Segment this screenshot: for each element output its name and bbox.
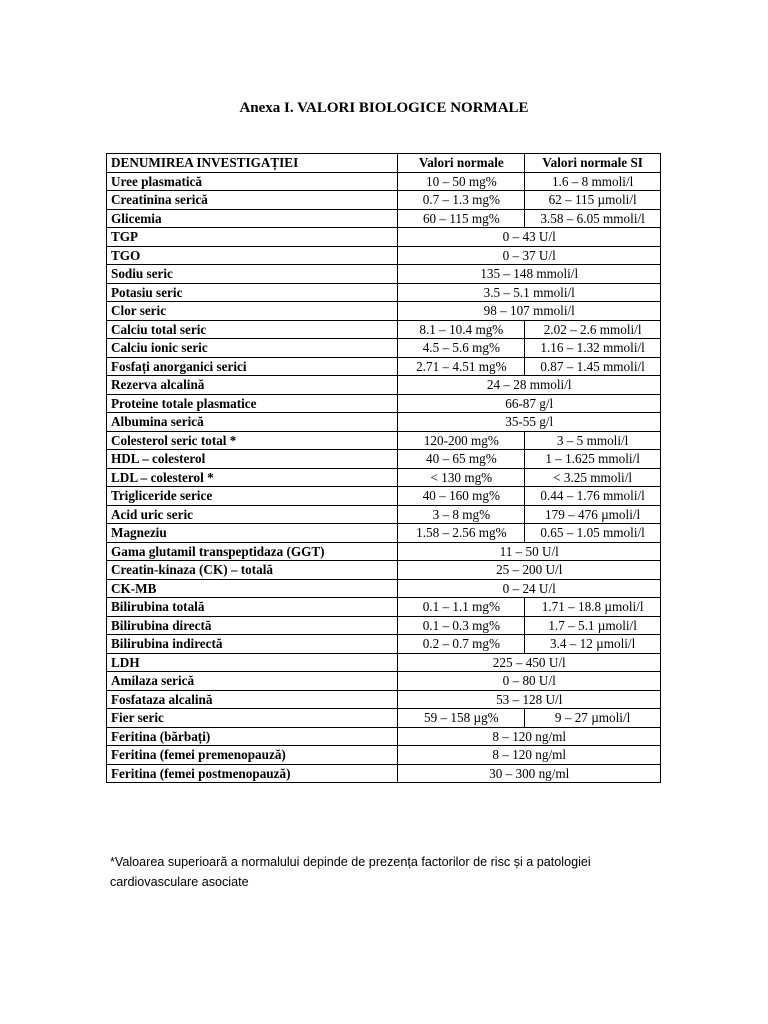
normal-value: 10 – 50 mg% [398, 172, 525, 191]
merged-value: 3.5 – 5.1 mmoli/l [398, 283, 661, 302]
investigation-name: LDL – colesterol * [107, 468, 398, 487]
table-row [107, 505, 661, 524]
investigation-name: Calciu total seric [107, 320, 398, 339]
table-row [107, 468, 661, 487]
normal-value: 2.71 – 4.51 mg% [398, 357, 525, 376]
normal-value: 0.1 – 0.3 mg% [398, 616, 525, 635]
investigation-name: Colesterol seric total * [107, 431, 398, 450]
normal-value: 3 – 8 mg% [398, 505, 525, 524]
normal-value: 60 – 115 mg% [398, 209, 525, 228]
table-row [107, 709, 661, 728]
footnote: *Valoarea superioară a normalului depinde de prezența factorilor de risc și a patologiei cardiovasculare asociate [110, 855, 591, 889]
investigation-name: Glicemia [107, 209, 398, 228]
si-value: 3 – 5 mmoli/l [525, 431, 661, 450]
merged-value: 11 – 50 U/l [398, 542, 661, 561]
table-row [107, 339, 661, 358]
investigation-name: TGP [107, 228, 398, 247]
si-value: 3.58 – 6.05 mmoli/l [525, 209, 661, 228]
header-si-values: Valori normale SI [525, 154, 661, 173]
table-row [107, 598, 661, 617]
investigation-name: Bilirubina directă [107, 616, 398, 635]
merged-value: 98 – 107 mmoli/l [398, 302, 661, 321]
table-row [107, 635, 661, 654]
table-row [107, 764, 661, 783]
investigation-name: TGO [107, 246, 398, 265]
normal-value: 120-200 mg% [398, 431, 525, 450]
merged-value: 25 – 200 U/l [398, 561, 661, 580]
table-row [107, 283, 661, 302]
si-value: 9 – 27 µmoli/l [525, 709, 661, 728]
header-normal-values: Valori normale [398, 154, 525, 173]
table-header-row [107, 154, 661, 173]
merged-value: 53 – 128 U/l [398, 690, 661, 709]
investigation-name: Feritina (bărbați) [107, 727, 398, 746]
investigation-name: Albumina serică [107, 413, 398, 432]
normal-value: < 130 mg% [398, 468, 525, 487]
normal-value: 1.58 – 2.56 mg% [398, 524, 525, 543]
table-row [107, 246, 661, 265]
investigation-name: Fier seric [107, 709, 398, 728]
table-row [107, 450, 661, 469]
investigation-name: Bilirubina indirectă [107, 635, 398, 654]
normal-value: 40 – 160 mg% [398, 487, 525, 506]
merged-value: 8 – 120 ng/ml [398, 746, 661, 765]
investigation-name: Trigliceride serice [107, 487, 398, 506]
table-row [107, 561, 661, 580]
normal-value: 4.5 – 5.6 mg% [398, 339, 525, 358]
si-value: 0.87 – 1.45 mmoli/l [525, 357, 661, 376]
merged-value: 0 – 80 U/l [398, 672, 661, 691]
investigation-name: Uree plasmatică [107, 172, 398, 191]
table-row [107, 616, 661, 635]
normal-value: 0.7 – 1.3 mg% [398, 191, 525, 210]
table-row [107, 653, 661, 672]
investigation-name: Fosfați anorganici serici [107, 357, 398, 376]
normal-value: 40 – 65 mg% [398, 450, 525, 469]
si-value: 1.16 – 1.32 mmoli/l [525, 339, 661, 358]
investigation-name: Rezerva alcalină [107, 376, 398, 395]
table-row [107, 228, 661, 247]
investigation-name: Feritina (femei premenopauză) [107, 746, 398, 765]
investigation-name: Clor seric [107, 302, 398, 321]
merged-value: 66-87 g/l [398, 394, 661, 413]
si-value: 0.44 – 1.76 mmoli/l [525, 487, 661, 506]
si-value: 3.4 – 12 µmoli/l [525, 635, 661, 654]
si-value: 1.6 – 8 mmoli/l [525, 172, 661, 191]
investigation-name: Proteine totale plasmatice [107, 394, 398, 413]
investigation-name: Sodiu seric [107, 265, 398, 284]
investigation-name: Calciu ionic seric [107, 339, 398, 358]
table-row [107, 320, 661, 339]
table-row [107, 357, 661, 376]
merged-value: 24 – 28 mmoli/l [398, 376, 661, 395]
merged-value: 8 – 120 ng/ml [398, 727, 661, 746]
investigation-name: Bilirubina totală [107, 598, 398, 617]
si-value: < 3.25 mmoli/l [525, 468, 661, 487]
investigation-name: Gama glutamil transpeptidaza (GGT) [107, 542, 398, 561]
merged-value: 0 – 37 U/l [398, 246, 661, 265]
investigation-name: Feritina (femei postmenopauză) [107, 764, 398, 783]
merged-value: 35-55 g/l [398, 413, 661, 432]
table-row [107, 690, 661, 709]
table-row [107, 191, 661, 210]
investigation-name: CK-MB [107, 579, 398, 598]
table-row [107, 394, 661, 413]
table-row [107, 431, 661, 450]
page-title: Anexa I. VALORI BIOLOGICE NORMALE [239, 100, 529, 116]
table-row [107, 172, 661, 191]
investigation-name: Fosfataza alcalină [107, 690, 398, 709]
si-value: 0.65 – 1.05 mmoli/l [525, 524, 661, 543]
table-row [107, 209, 661, 228]
normal-values-table [106, 153, 661, 783]
investigation-name: Creatinina serică [107, 191, 398, 210]
table-row [107, 579, 661, 598]
table-row [107, 265, 661, 284]
normal-value: 59 – 158 µg% [398, 709, 525, 728]
investigation-name: Amilaza serică [107, 672, 398, 691]
normal-value: 8.1 – 10.4 mg% [398, 320, 525, 339]
investigation-name: HDL – colesterol [107, 450, 398, 469]
normal-value: 0.1 – 1.1 mg% [398, 598, 525, 617]
si-value: 62 – 115 µmoli/l [525, 191, 661, 210]
investigation-name: Acid uric seric [107, 505, 398, 524]
si-value: 1.71 – 18.8 µmoli/l [525, 598, 661, 617]
merged-value: 135 – 148 mmoli/l [398, 265, 661, 284]
table-row [107, 727, 661, 746]
table-row [107, 413, 661, 432]
merged-value: 0 – 43 U/l [398, 228, 661, 247]
table-row [107, 746, 661, 765]
table-row [107, 302, 661, 321]
si-value: 1.7 – 5.1 µmoli/l [525, 616, 661, 635]
header-investigation: DENUMIREA INVESTIGAȚIEI [107, 154, 398, 173]
investigation-name: Creatin-kinaza (CK) – totală [107, 561, 398, 580]
si-value: 179 – 476 µmoli/l [525, 505, 661, 524]
table-row [107, 376, 661, 395]
table-row [107, 542, 661, 561]
investigation-name: LDH [107, 653, 398, 672]
table-row [107, 524, 661, 543]
merged-value: 0 – 24 U/l [398, 579, 661, 598]
si-value: 2.02 – 2.6 mmoli/l [525, 320, 661, 339]
merged-value: 30 – 300 ng/ml [398, 764, 661, 783]
investigation-name: Potasiu seric [107, 283, 398, 302]
table-row [107, 672, 661, 691]
si-value: 1 – 1.625 mmoli/l [525, 450, 661, 469]
table-row [107, 487, 661, 506]
merged-value: 225 – 450 U/l [398, 653, 661, 672]
investigation-name: Magneziu [107, 524, 398, 543]
normal-value: 0.2 – 0.7 mg% [398, 635, 525, 654]
